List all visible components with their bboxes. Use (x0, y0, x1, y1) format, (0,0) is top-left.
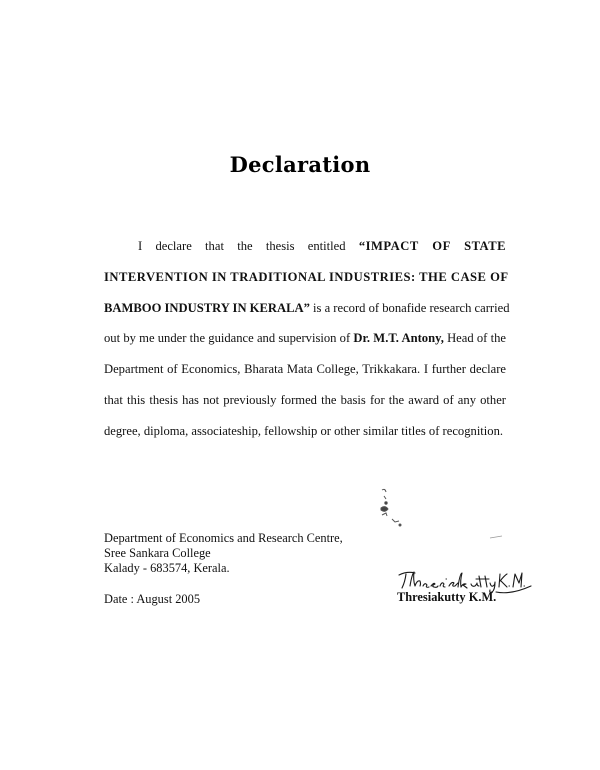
paragraph-line-5: Department of Economics, Bharata Mata College, Trikkakara. I further declare (104, 362, 506, 377)
paragraph-line-4 (104, 323, 506, 354)
paragraph-line-7: degree, diploma, associateship, fellowship or other similar titles of recognition. (104, 423, 504, 438)
declaration-paragraph (104, 231, 510, 447)
address-line-2: Sree Sankara College (104, 546, 211, 560)
text-l3-post: is a record of bonafide research carried (309, 300, 510, 315)
signer-name: Thresiakutty K.M. (397, 590, 497, 604)
paragraph-line-1 (104, 231, 506, 262)
seal-stamp (372, 486, 412, 530)
address-line-1: Department of Economics and Research Centre, (104, 531, 343, 545)
thesis-title-part-1: “IMPACT OF STATE (358, 239, 506, 253)
thesis-title-part-3: BAMBOO INDUSTRY IN KERALA” (104, 300, 310, 315)
declaration-date: Date : August 2005 (104, 592, 201, 606)
page-title: Declaration (229, 152, 371, 177)
text-l1-pre: I declare that the thesis entitled (138, 239, 359, 253)
paragraph-line-3 (104, 293, 510, 324)
text-l4-pre: out by me under the guidance and supervision of (104, 331, 354, 346)
department-address (104, 531, 343, 576)
supervisor-name: Dr. M.T. Antony, (353, 331, 444, 346)
paragraph-line-2: INTERVENTION IN TRADITIONAL INDUSTRIES: THE CASE OF (104, 269, 509, 284)
paragraph-line-6: that this thesis has not previously formed the basis for the award of any other (104, 392, 506, 407)
address-line-3: Kalady - 683574, Kerala. (104, 561, 230, 575)
text-l4-post: Head of the (443, 331, 506, 346)
scan-speck (488, 534, 504, 540)
